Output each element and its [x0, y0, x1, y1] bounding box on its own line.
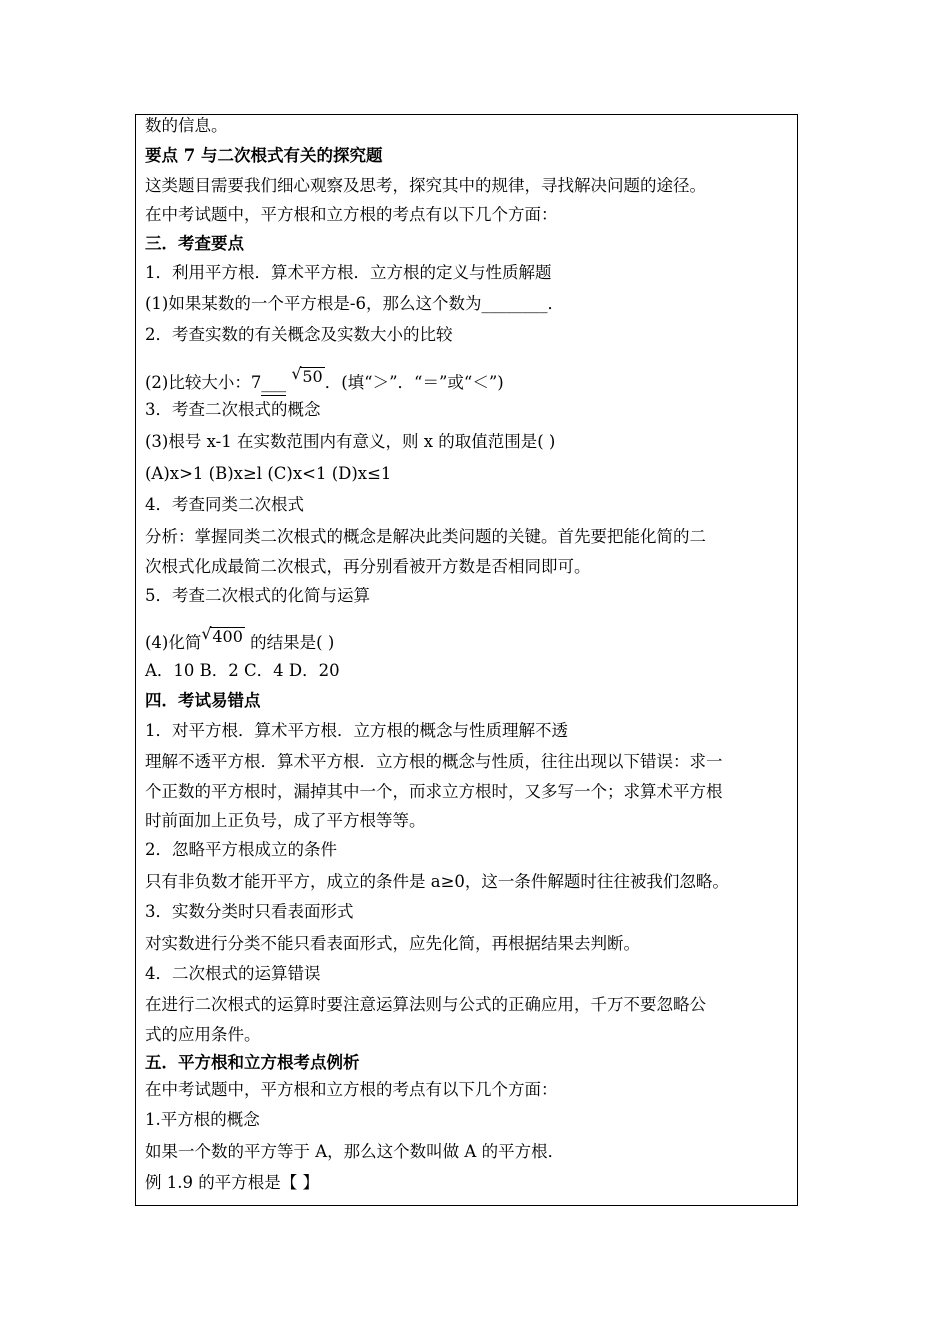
text-line: 次根式化成最简二次根式，再分别看被开方数是否相同即可。	[145, 557, 591, 576]
text-line: 3．考查二次根式的概念	[145, 400, 321, 419]
square-root	[201, 625, 245, 649]
radical-sign: √	[201, 624, 212, 643]
text-line: 例 1.9 的平方根是【 】	[145, 1173, 319, 1192]
section-heading: 三．考查要点	[145, 234, 244, 253]
text-line: 式的应用条件。	[145, 1025, 261, 1044]
text-line: 数的信息。	[145, 116, 228, 135]
text-line: 对实数进行分类不能只看表面形式，应先化简，再根据结果去判断。	[145, 934, 640, 953]
text-line: 2．忽略平方根成立的条件	[145, 840, 337, 859]
compare-question	[145, 365, 504, 396]
text-line: 4．考查同类二次根式	[145, 495, 304, 514]
text-line: (1)如果某数的一个平方根是-6，那么这个数为________．	[145, 294, 564, 313]
simplify-question	[145, 625, 334, 655]
text-line: 1．对平方根．算术平方根．立方根的概念与性质理解不透	[145, 721, 568, 740]
text-line: 3．实数分类时只看表面形式	[145, 902, 354, 921]
section-heading: 四．考试易错点	[145, 691, 261, 710]
text-line: 时前面加上正负号，成了平方根等等。	[145, 811, 426, 830]
choice-row: (A)x>1 (B)x≥l (C)x<1 (D)x≤1	[145, 464, 392, 483]
text-line: 如果一个数的平方等于 A，那么这个数叫做 A 的平方根．	[145, 1142, 565, 1161]
compare-prefix: (2)比较大小：7	[145, 373, 262, 392]
section-heading: 要点 7 与二次根式有关的探究题	[145, 146, 383, 165]
radicand: 50	[302, 367, 323, 386]
text-line: 1.平方根的概念	[145, 1110, 260, 1129]
section-heading: 五．平方根和立方根考点例析	[145, 1053, 360, 1072]
text-line: 在中考试题中，平方根和立方根的考点有以下几个方面：	[145, 205, 558, 224]
answer-blank: ___	[261, 371, 286, 396]
choice-row: A．10 B．2 C．4 D．20	[145, 661, 340, 680]
simplify-suffix: 的结果是( )	[250, 633, 335, 652]
text-line: 在中考试题中，平方根和立方根的考点有以下几个方面：	[145, 1080, 558, 1099]
radical-sign: √	[291, 364, 302, 383]
radicand: 400	[212, 627, 243, 646]
text-line: 理解不透平方根．算术平方根．立方根的概念与性质，往往出现以下错误：求一	[145, 752, 723, 771]
text-line: 个正数的平方根时，漏掉其中一个，而求立方根时，又多写一个；求算术平方根	[145, 782, 723, 801]
text-line: 只有非负数才能开平方，成立的条件是 a≥0，这一条件解题时往往被我们忽略。	[145, 872, 729, 891]
simplify-prefix: (4)化简	[145, 633, 202, 652]
square-root	[291, 365, 324, 389]
text-line: 分析：掌握同类二次根式的概念是解决此类问题的关键。首先要把能化简的二	[145, 527, 706, 546]
compare-suffix: ．(填“＞”．“＝”或“＜”)	[324, 373, 504, 392]
text-line: (3)根号 x-1 在实数范围内有意义，则 x 的取值范围是( )	[145, 432, 556, 451]
text-line: 2．考查实数的有关概念及实数大小的比较	[145, 325, 453, 344]
text-line: 在进行二次根式的运算时要注意运算法则与公式的正确应用，千万不要忽略公	[145, 995, 706, 1014]
text-line: 4．二次根式的运算错误	[145, 964, 321, 983]
text-line: 1．利用平方根．算术平方根．立方根的定义与性质解题	[145, 263, 552, 282]
text-line: 这类题目需要我们细心观察及思考，探究其中的规律，寻找解决问题的途径。	[145, 176, 706, 195]
text-line: 5．考查二次根式的化简与运算	[145, 586, 370, 605]
